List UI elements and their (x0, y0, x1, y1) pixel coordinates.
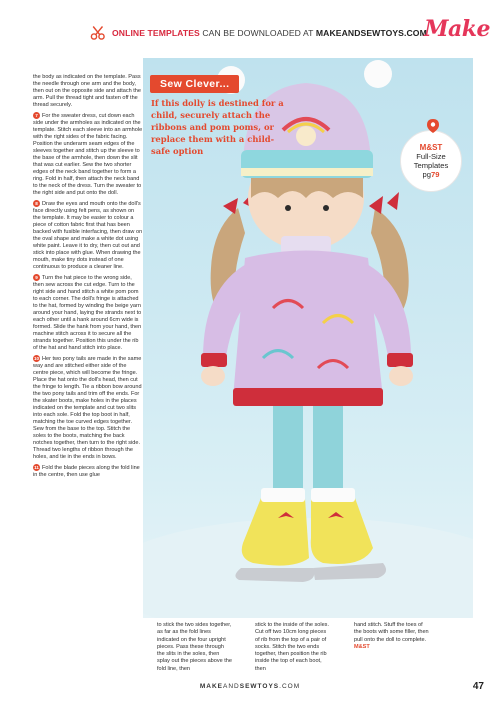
tip-heading: Sew Clever... (150, 75, 239, 93)
end-mark: M&ST (354, 643, 370, 650)
badge-page-number: 79 (431, 170, 440, 179)
scissors-icon (90, 25, 106, 41)
step-text: the body as indicated on the template. Pass the needle through one arm and the body, then out on the opposite side and attach the arm. Pull the thread tight and fasten off the thread securely. (33, 74, 141, 109)
footer-url-sewtoys: SEWTOYS (239, 683, 280, 690)
step-text: Turn the hat piece to the wrong side, then sew across the cut edge. Turn to the right side and hand stitch a white pom pom to each corner. The doll's fringe is attached to the hat, formed by winding the beige yarn around your hand, laying the strands next to each other until a hank around 6cm wide is formed. Slide the hank from your hand, then machine stitch across it to secure all the strands together. Position this under the rib of the hat and hand stitch into place. (33, 274, 142, 352)
footer-url-make: MAKE (199, 683, 224, 690)
left-column-text (33, 74, 143, 482)
badge-brand: M&ST (419, 143, 443, 152)
header-highlight: ONLINE TEMPLATES (112, 28, 200, 38)
badge-page-prefix: pg (422, 170, 431, 179)
tip-text: If this dolly is destined for a child, securely attach the ribbons and pom poms, or replace them with a child-safe option (151, 98, 284, 156)
header-site[interactable]: MAKEANDSEWTOYS.COM (315, 28, 427, 38)
instruction-step (33, 464, 143, 479)
bottom-column-1: to stick the two sides together, as far as the fold lines indicated on the four upright pieces. Pass these through the slits in the soles, then splay out the pieces above the fold line, then (157, 622, 232, 672)
instruction-step (33, 274, 143, 353)
bottom-column-2: stick to the inside of the soles. Cut off two 10cm long pieces of rib from the top of a pair of socks. Stitch the two ends together, then position the rib inside the top of each boot, then (255, 622, 329, 672)
step-number: 9 (33, 274, 40, 281)
bottom-column-3 (354, 622, 430, 651)
step-number: 8 (33, 200, 40, 207)
brand-logo: Make (424, 16, 490, 42)
header-bar (90, 16, 490, 44)
step-number: 7 (33, 112, 40, 119)
badge-page (401, 170, 461, 179)
step-text: For the sweater dress, cut down each side under the armholes as indicated on the template. Stitch each sleeve into an armhole with the right sides of the fabric facing. Position the underarm seam edges of the sleeves together and stitch up the sleeve to the base of the armhole, then down the slit that was cut earlier. Sew the two shorter edges of the neck band together to form a ring. Fold in half, then attach the neck band to the neck of the dress. Turn the sweater to the right side and put onto the doll. (33, 112, 143, 197)
pin-icon (427, 119, 439, 133)
step-number: 10 (33, 355, 40, 361)
templates-badge[interactable] (400, 130, 462, 192)
step-number: 11 (34, 464, 39, 470)
footer-url-com: .COM (279, 683, 301, 690)
step-text: Her two pony tails are made in the same way and are stitched either side of the centre piece, which will become the fringe. Place the hat onto the doll's head, then cut the fringe to length. Tie a ribbon bow around the two pony tails and trim off the ends. For the skater boots, make holes in the places indicated on the template and cut two slits into each sole. Fold the top boot in half, matching the toe curved edges together. Sew from the base to the top. Stitch the soles to the boots, matching the back notches together, then turn to the right side. Thread two lengths of ribbon through the holes, and tie in the ends in bows. (33, 355, 142, 461)
badge-title-line2: Templates (413, 161, 449, 170)
badge-title-line1: Full-Size (416, 152, 446, 161)
step-text: Fold the blade pieces along the fold line in the centre, then use glue (33, 464, 140, 479)
footer-url-and: AND (223, 683, 240, 690)
footer-url[interactable] (0, 683, 500, 690)
header-middle: CAN BE DOWNLOADED AT (199, 28, 316, 38)
header-notice (112, 28, 427, 38)
step-text: Draw the eyes and mouth onto the doll's face directly using felt pens, as shown on the template. It may be easier to colour a piece of cotton fabric first that has been backed with fusible interfacing, then draw on the oval shape and make a white dot using white paint. Leave it to dry, then cut out and stick into place with glue. When drawing the mouth, make tiny dots instead of one continuous to produce a cleaner line. (33, 200, 143, 271)
instruction-step (33, 355, 143, 462)
instruction-step (33, 200, 143, 271)
page-number: 47 (472, 681, 484, 692)
instruction-step (33, 112, 143, 198)
instruction-step (33, 74, 143, 109)
bottom-column-3-text: hand stitch. Stuff the toes of the boots with some filler, then pull onto the doll to complete. (354, 622, 429, 643)
